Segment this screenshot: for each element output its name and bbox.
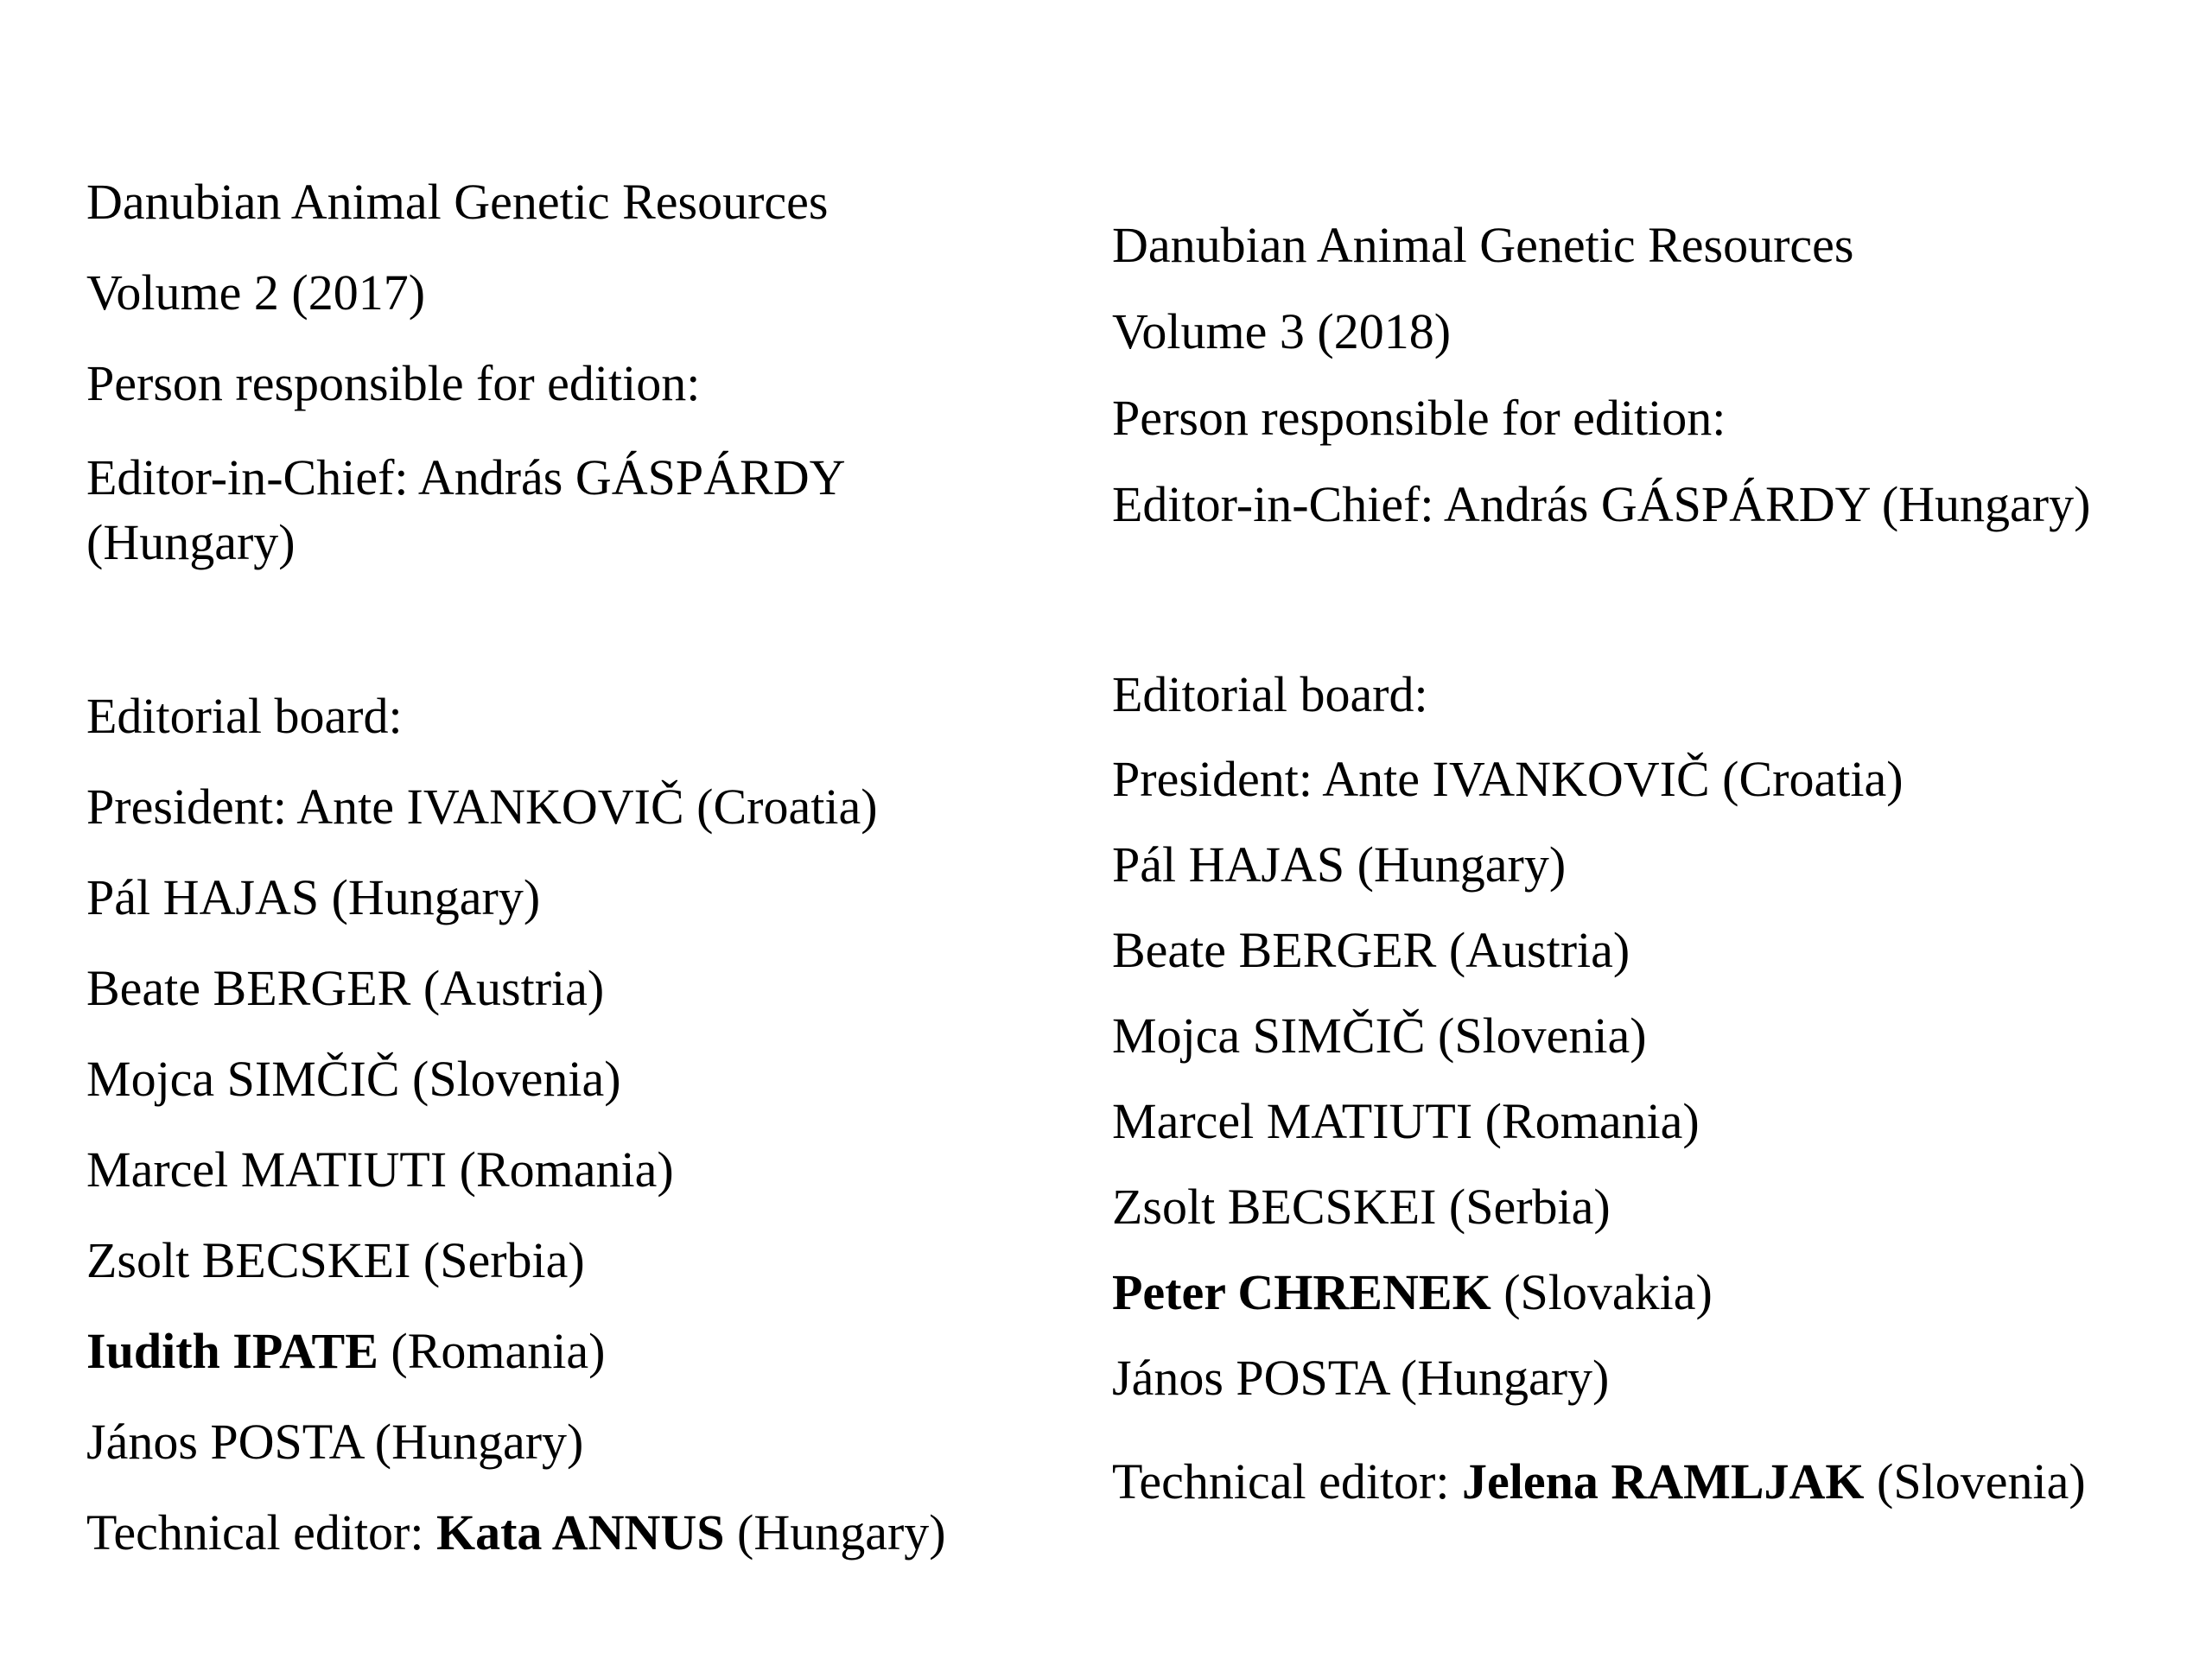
technical-editor-name: Kata ANNUS	[435, 1504, 725, 1560]
board-member: Marcel MATIUTI (Romania)	[86, 1141, 674, 1198]
board-member-highlighted	[1112, 1264, 1713, 1320]
board-member: János POSTA (Hungary)	[1112, 1350, 1610, 1406]
board-member: Zsolt BECSKEI (Serbia)	[86, 1232, 585, 1288]
board-member-highlighted	[86, 1323, 606, 1379]
editorial-board-heading: Editorial board:	[86, 688, 403, 744]
technical-editor-prefix: Technical editor:	[86, 1504, 436, 1560]
volume-label: Volume 3 (2018)	[1112, 303, 1452, 359]
member-name-bold: Peter CHRENEK	[1112, 1264, 1491, 1320]
technical-editor	[86, 1504, 946, 1560]
member-country: (Slovakia)	[1491, 1264, 1713, 1320]
editor-in-chief: Editor-in-Chief: András GÁSPÁRDY (Hungary)	[1112, 476, 2091, 532]
journal-title: Danubian Animal Genetic Resources	[1112, 217, 1854, 273]
board-president: President: Ante IVANKOVIČ (Croatia)	[1112, 751, 1904, 807]
editor-in-chief: Editor-in-Chief: András GÁSPÁRDY (Hungary)	[86, 449, 844, 571]
editorial-board-heading: Editorial board:	[1112, 666, 1428, 722]
board-member: Mojca SIMČIČ (Slovenia)	[86, 1051, 621, 1107]
board-member: Pál HAJAS (Hungary)	[86, 869, 541, 925]
technical-editor-country: (Hungary)	[724, 1504, 946, 1560]
board-member: Pál HAJAS (Hungary)	[1112, 836, 1567, 893]
member-name-bold: Iudith IPATE	[86, 1323, 378, 1379]
technical-editor-name: Jelena RAMLJAK	[1461, 1453, 1865, 1510]
board-member: Marcel MATIUTI (Romania)	[1112, 1093, 1700, 1149]
member-country: (Romania)	[378, 1323, 606, 1379]
board-member: János POSTA (Hungary)	[86, 1414, 584, 1470]
board-member: Mojca SIMČIČ (Slovenia)	[1112, 1007, 1647, 1064]
board-member: Beate BERGER (Austria)	[86, 960, 605, 1016]
responsible-label: Person responsible for edition:	[1112, 390, 1726, 446]
journal-title: Danubian Animal Genetic Resources	[86, 174, 829, 230]
board-president: President: Ante IVANKOVIČ (Croatia)	[86, 779, 878, 835]
volume-label: Volume 2 (2017)	[86, 264, 426, 321]
board-member: Beate BERGER (Austria)	[1112, 922, 1630, 978]
board-member: Zsolt BECSKEI (Serbia)	[1112, 1179, 1611, 1235]
technical-editor-country: (Slovenia)	[1864, 1453, 2086, 1510]
technical-editor-prefix: Technical editor:	[1112, 1453, 1462, 1510]
responsible-label: Person responsible for edition:	[86, 355, 701, 411]
technical-editor	[1112, 1453, 2086, 1510]
